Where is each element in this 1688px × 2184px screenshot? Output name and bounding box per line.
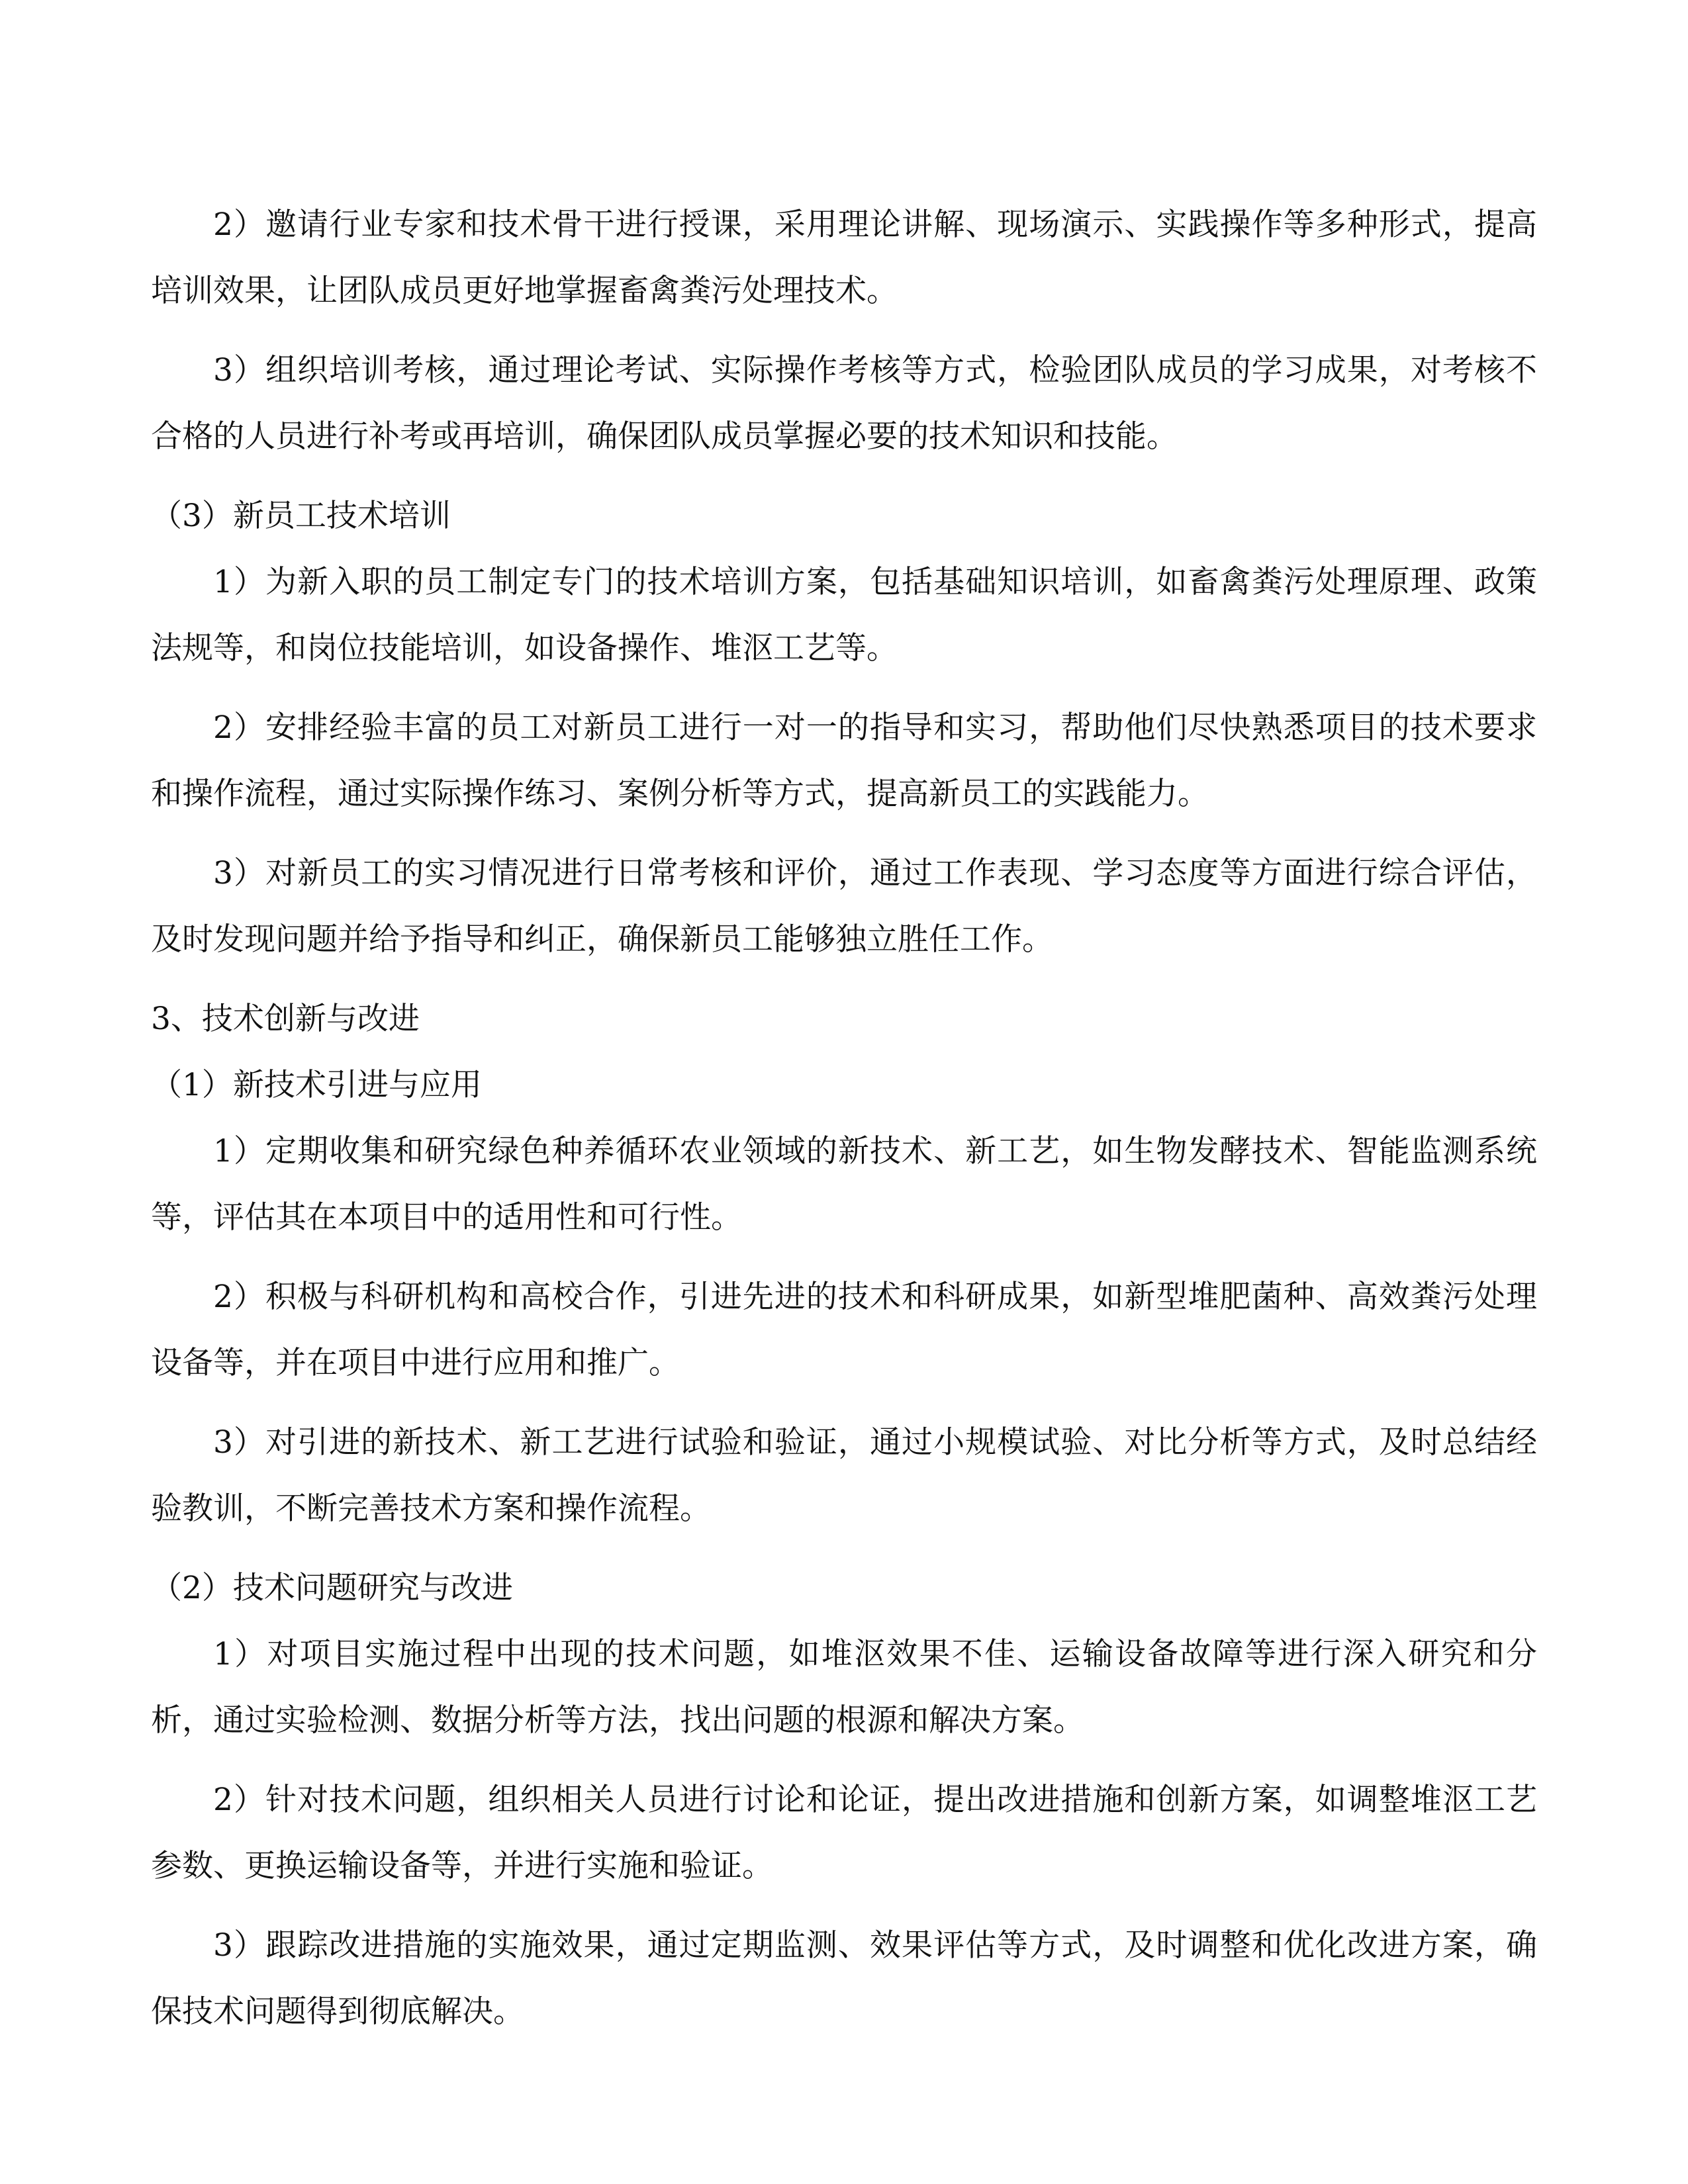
heading-new-tech-adoption: （1）新技术引进与应用	[151, 1067, 482, 1103]
paragraph-new-staff-plan: 1）为新入职的员工制定专门的技术培训方案，包括基础知识培训，如畜禽粪污处理原理、政策法规等，和岗位技能培训，如设备操作、堆沤工艺等。	[151, 564, 1537, 666]
paragraph-mentoring: 2）安排经验丰富的员工对新员工进行一对一的指导和实习，帮助他们尽快熟悉项目的技术要求和操作流程，通过实际操作练习、案例分析等方式，提高新员工的实践能力。	[151, 709, 1537, 812]
paragraph-invite-experts: 2）邀请行业专家和技术骨干进行授课，采用理论讲解、现场演示、实践操作等多种形式，提高培训效果，让团队成员更好地掌握畜禽粪污处理技术。	[151, 206, 1537, 309]
heading-tech-innovation: 3、技术创新与改进	[151, 1001, 420, 1037]
paragraph-collect-research: 1）定期收集和研究绿色种养循环农业领域的新技术、新工艺，如生物发酵技术、智能监测系统等，评估其在本项目中的适用性和可行性。	[151, 1133, 1537, 1236]
paragraph-new-staff-evaluation: 3）对新员工的实习情况进行日常考核和评价，通过工作表现、学习态度等方面进行综合评估，及时发现问题并给予指导和纠正，确保新员工能够独立胜任工作。	[151, 855, 1537, 958]
paragraph-track-effects: 3）跟踪改进措施的实施效果，通过定期监测、效果评估等方式，及时调整和优化改进方案，确保技术问题得到彻底解决。	[151, 1927, 1537, 2030]
paragraph-trial-verification: 3）对引进的新技术、新工艺进行试验和验证，通过小规模试验、对比分析等方式，及时总结经验教训，不断完善技术方案和操作流程。	[151, 1424, 1537, 1527]
paragraph-research-cooperation: 2）积极与科研机构和高校合作，引进先进的技术和科研成果，如新型堆肥菌种、高效粪污处理设备等，并在项目中进行应用和推广。	[151, 1279, 1537, 1381]
paragraph-improvement-measures: 2）针对技术问题，组织相关人员进行讨论和论证，提出改进措施和创新方案，如调整堆沤工艺参数、更换运输设备等，并进行实施和验证。	[151, 1782, 1537, 1884]
heading-tech-problem-research: （2）技术问题研究与改进	[151, 1570, 513, 1606]
heading-new-staff-training: （3）新员工技术培训	[151, 498, 451, 534]
paragraph-training-assessment: 3）组织培训考核，通过理论考试、实际操作考核等方式，检验团队成员的学习成果，对考核不合格的人员进行补考或再培训，确保团队成员掌握必要的技术知识和技能。	[151, 352, 1537, 455]
paragraph-problem-analysis: 1）对项目实施过程中出现的技术问题，如堆沤效果不佳、运输设备故障等进行深入研究和分析，通过实验检测、数据分析等方法，找出问题的根源和解决方案。	[151, 1636, 1537, 1739]
document-body	[151, 192, 1537, 2058]
